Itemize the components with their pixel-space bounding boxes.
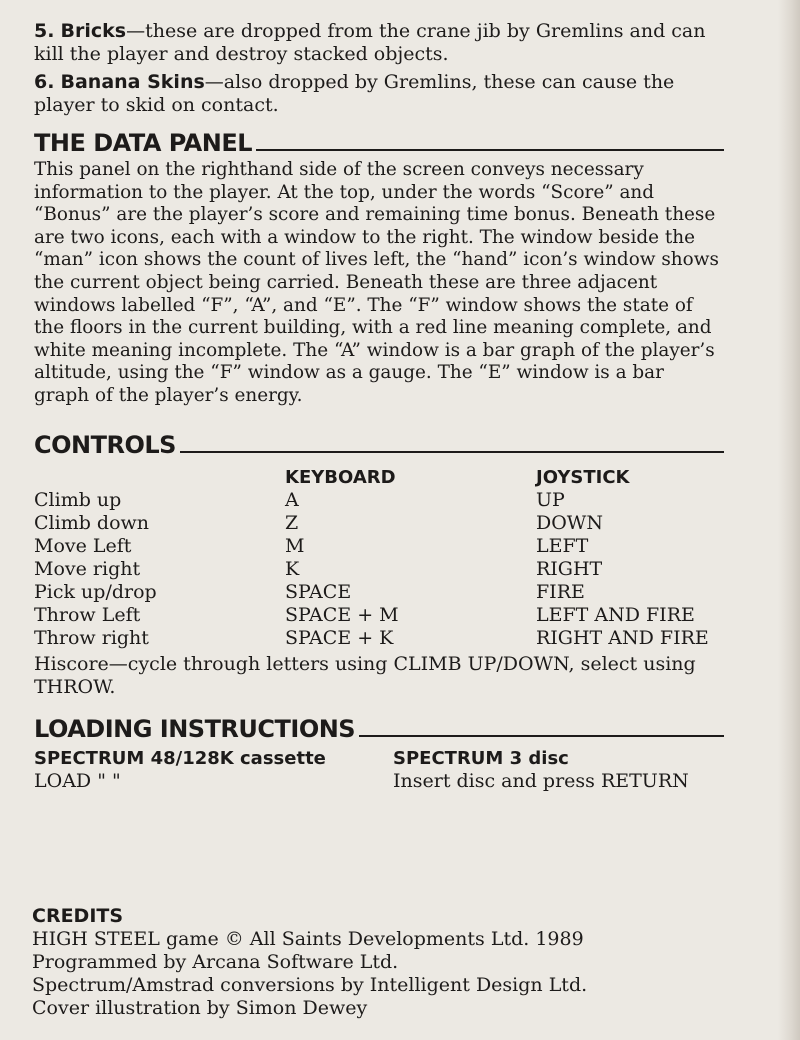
table-row <box>34 558 724 581</box>
list-item-banana-skins <box>34 71 724 117</box>
action-cell: Climb up <box>34 488 122 511</box>
item-name: Banana Skins <box>60 71 205 93</box>
joystick-cell: LEFT AND FIRE <box>536 603 695 626</box>
table-row <box>34 627 724 650</box>
joystick-cell: FIRE <box>536 580 585 603</box>
joystick-cell: RIGHT AND FIRE <box>536 626 709 649</box>
item-text: —these are dropped from the crane jib by Gremlins and can kill the player and destroy stacked objects. <box>34 20 706 65</box>
credits-line: HIGH STEEL game © All Saints Developments Ltd. 1989 <box>32 928 584 950</box>
action-cell: Move Left <box>34 534 132 557</box>
heading-rule <box>180 451 724 453</box>
credits-section <box>32 905 587 1020</box>
keyboard-column-header: KEYBOARD <box>285 466 396 488</box>
table-row <box>34 604 724 627</box>
action-cell: Throw Left <box>34 603 141 626</box>
joystick-cell: LEFT <box>536 534 589 557</box>
hiscore-note: Hiscore—cycle through letters using CLIMB UP/DOWN, select using THROW. <box>34 652 696 698</box>
disc-title: SPECTRUM 3 disc <box>393 747 569 769</box>
table-row <box>34 489 724 512</box>
manual-page <box>34 20 724 793</box>
key-cell: Z <box>285 511 299 534</box>
key-cell: SPACE + M <box>285 603 399 626</box>
item-number: 6. <box>34 71 55 93</box>
disc-instructions <box>393 747 689 793</box>
disc-command: Insert disc and press RETURN <box>393 769 689 792</box>
item-number: 5. <box>34 20 55 42</box>
header-spacer <box>34 466 285 489</box>
key-cell: K <box>285 557 300 580</box>
controls-header-row <box>34 466 724 489</box>
cassette-title: SPECTRUM 48/128K cassette <box>34 747 326 769</box>
item-name: Bricks <box>60 20 127 42</box>
section-title: THE DATA PANEL <box>34 129 253 157</box>
key-cell: A <box>285 488 299 511</box>
action-cell: Climb down <box>34 511 150 534</box>
key-cell: SPACE <box>285 580 352 603</box>
joystick-cell: UP <box>536 488 565 511</box>
key-cell: M <box>285 534 305 557</box>
credits-line: Cover illustration by Simon Dewey <box>32 997 368 1019</box>
controls-heading <box>34 431 724 459</box>
action-cell: Move right <box>34 557 141 580</box>
section-title: LOADING INSTRUCTIONS <box>34 714 356 743</box>
data-panel-heading <box>34 129 724 157</box>
joystick-column-header: JOYSTICK <box>536 466 630 488</box>
action-cell: Throw right <box>34 626 149 649</box>
data-panel-body: This panel on the righthand side of the screen conveys necessary information to the player. At the top, under the words “Score” and “Bonus” are the player’s score and remaining time bonus. Beneath these are two icons, each with a window to the right. The window beside the “man” icon shows the count of lives left, the “hand” icon’s window shows the current object being carried. Beneath these are three adjacent windows labelled “F”, “A”, and “E”. The “F” window shows the state of the floors in the current building, with a red line meaning complete, and white meaning incomplete. The “A” window is a bar graph of the player’s altitude, using the “F” window as a gauge. The “E” window is a bar graph of the player’s energy. <box>34 159 719 406</box>
table-row <box>34 581 724 604</box>
action-cell: Pick up/drop <box>34 580 157 603</box>
cassette-instructions <box>34 747 393 793</box>
loading-heading <box>34 715 724 743</box>
page-edge-shadow <box>778 0 800 1040</box>
joystick-cell: RIGHT <box>536 557 603 580</box>
joystick-cell: DOWN <box>536 511 603 534</box>
credits-line: Programmed by Arcana Software Ltd. <box>32 951 399 973</box>
credits-line: Spectrum/Amstrad conversions by Intelligent Design Ltd. <box>32 974 588 996</box>
heading-rule <box>359 735 724 737</box>
table-row <box>34 512 724 535</box>
credits-title: CREDITS <box>32 905 124 927</box>
section-title: CONTROLS <box>34 430 176 459</box>
key-cell: SPACE + K <box>285 626 394 649</box>
table-row <box>34 535 724 558</box>
cassette-command: LOAD " " <box>34 769 121 792</box>
list-item-bricks <box>34 20 724 66</box>
item-text: —also dropped by Gremlins, these can cause the player to skid on contact. <box>34 71 675 116</box>
heading-rule <box>256 149 724 151</box>
loading-instructions <box>34 747 724 793</box>
controls-table <box>34 466 724 699</box>
